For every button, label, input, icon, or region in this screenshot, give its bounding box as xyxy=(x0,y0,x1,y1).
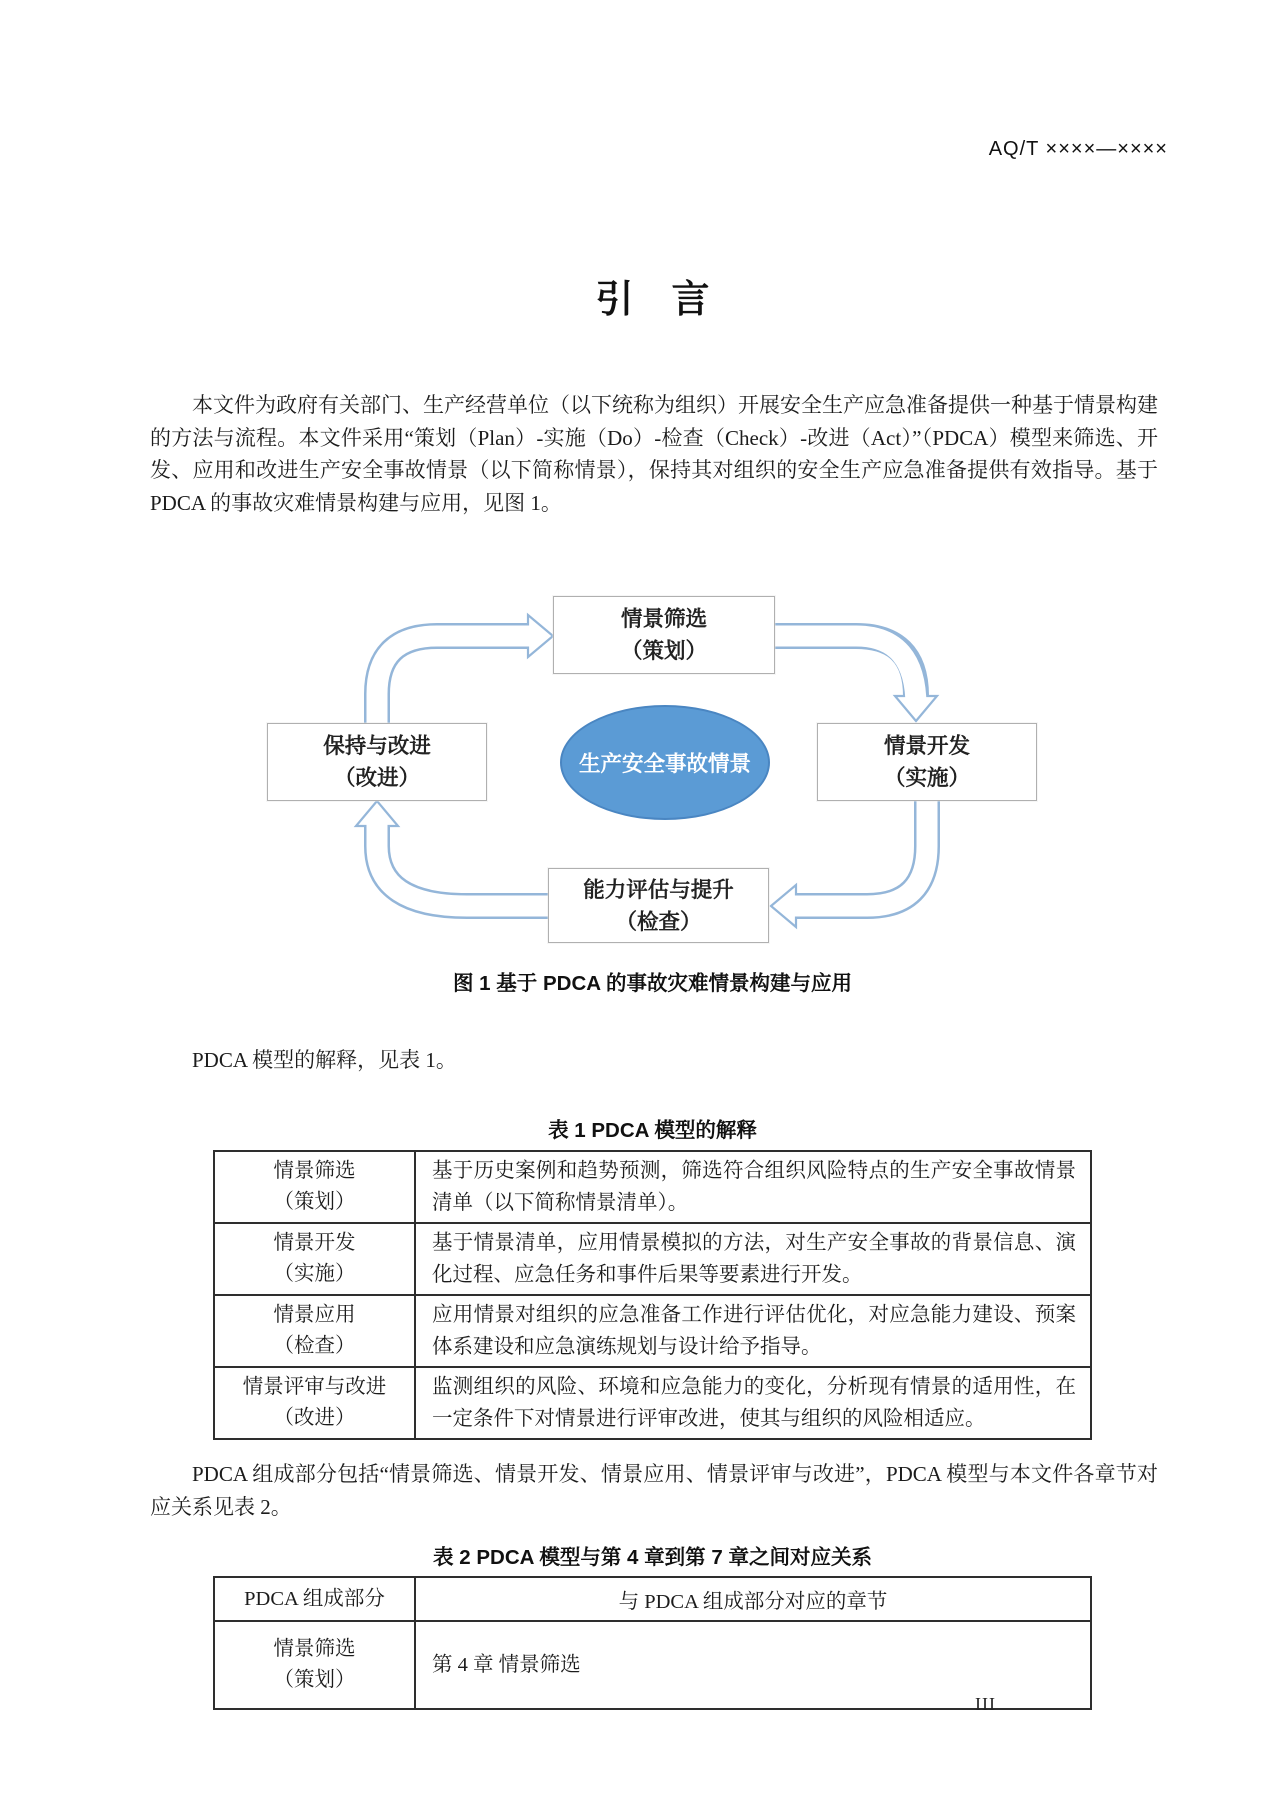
term-cell xyxy=(214,1367,415,1439)
figure-caption: 图 1 基于 PDCA 的事故灾难情景构建与应用 xyxy=(452,972,852,995)
node-sublabel: （策划） xyxy=(620,639,707,663)
description-cell xyxy=(415,1223,1091,1295)
figure-node-plan xyxy=(553,596,775,674)
term-text: 情景筛选 xyxy=(273,1638,356,1660)
table1-intro-text: PDCA 模型的解释，见表 1。 xyxy=(192,1048,457,1072)
term-subtext: （改进） xyxy=(273,1407,356,1429)
intro-paragraph: 本文件为政府有关部门、生产经营单位（以下统称为组织）开展安全生产应急准备提供一种基于情景构建的方法与流程。本文件采用“策划（Plan）-实施（Do）-检查（Check）-改进（Act）”（PDCA）模型来筛选、开发、应用和改进生产安全事故情景（以下简称情景），保持其对组织的安全生产应急准备提供有效指导。基于 PDCA 的事故灾难情景构建与应用，见图 1。 xyxy=(150,393,1158,515)
term-text: 情景评审与改进 xyxy=(242,1376,387,1398)
col2-header: 与 PDCA 组成部分对应的章节 xyxy=(415,1577,1091,1621)
term-text: 情景开发 xyxy=(273,1232,356,1254)
description-cell xyxy=(415,1151,1091,1223)
term-subtext: （实施） xyxy=(273,1263,356,1285)
term-text: 情景筛选 xyxy=(273,1160,356,1182)
term-subtext: （策划） xyxy=(273,1669,356,1691)
page-number: III xyxy=(975,1694,996,1714)
figure-node-act xyxy=(267,723,487,801)
node-label: 情景开发 xyxy=(883,734,970,758)
center-label: 生产安全事故情景 xyxy=(578,752,751,776)
term-cell xyxy=(214,1621,415,1709)
chapter-text: 第 4 章 情景筛选 xyxy=(432,1654,581,1676)
node-label: 能力评估与提升 xyxy=(583,877,734,902)
table-row xyxy=(214,1367,1091,1439)
node-sublabel: （实施） xyxy=(883,766,970,790)
table-row xyxy=(214,1223,1091,1295)
description-text: 监测组织的风险、环境和应急能力的变化，分析现有情景的适用性，在一定条件下对情景进行评审改进，使其与组织的风险相适应。 xyxy=(432,1376,1076,1430)
term-text: 情景应用 xyxy=(273,1304,356,1326)
col1-header: PDCA 组成部分 xyxy=(214,1577,415,1621)
term-cell xyxy=(214,1295,415,1367)
figure-node-check xyxy=(548,868,769,943)
arrow-do-to-check xyxy=(771,799,927,927)
term-subtext: （策划） xyxy=(273,1191,356,1213)
table2-caption: 表 2 PDCA 模型与第 4 章到第 7 章之间对应关系 xyxy=(433,1546,872,1569)
node-label: 情景筛选 xyxy=(620,607,707,631)
figure-node-do xyxy=(817,723,1037,801)
arrow-check-to-improve xyxy=(356,801,550,906)
arrow-improve-to-plan xyxy=(377,615,553,728)
table-row xyxy=(214,1151,1091,1223)
components-paragraph: PDCA 组成部分包括“情景筛选、情景开发、情景应用、情景评审与改进”，PDCA 模型与本文件各章节对应关系见表 2。 xyxy=(150,1462,1158,1519)
description-cell xyxy=(415,1367,1091,1439)
standard-code: AQ/T ××××—×××× xyxy=(988,138,1168,160)
description-cell xyxy=(415,1295,1091,1367)
table-row xyxy=(214,1295,1091,1367)
term-cell xyxy=(214,1223,415,1295)
description-text: 基于历史案例和趋势预测，筛选符合组织风险特点的生产安全事故情景清单（以下简称情景清单）。 xyxy=(432,1160,1076,1214)
description-text: 应用情景对组织的应急准备工作进行评估优化，对应急能力建设、预案体系建设和应急演练规划与设计给予指导。 xyxy=(432,1304,1076,1358)
figure-center-ellipse xyxy=(560,705,770,820)
pdca-chapter-mapping-table xyxy=(213,1576,1092,1710)
term-subtext: （检查） xyxy=(273,1335,356,1357)
arrow-plan-to-do xyxy=(773,636,937,721)
pdca-model-table xyxy=(213,1150,1092,1440)
node-label: 保持与改进 xyxy=(323,734,431,758)
node-sublabel: （检查） xyxy=(615,909,702,934)
node-sublabel: （改进） xyxy=(333,766,420,790)
page-title: 引 言 xyxy=(595,279,710,321)
table-header-row xyxy=(214,1577,1091,1621)
term-cell xyxy=(214,1151,415,1223)
description-text: 基于情景清单，应用情景模拟的方法，对生产安全事故的背景信息、演化过程、应急任务和事件后果等要素进行开发。 xyxy=(432,1232,1076,1286)
table-row xyxy=(214,1621,1091,1709)
pdca-cycle-figure xyxy=(150,556,1155,956)
table1-caption: 表 1 PDCA 模型的解释 xyxy=(548,1119,757,1142)
